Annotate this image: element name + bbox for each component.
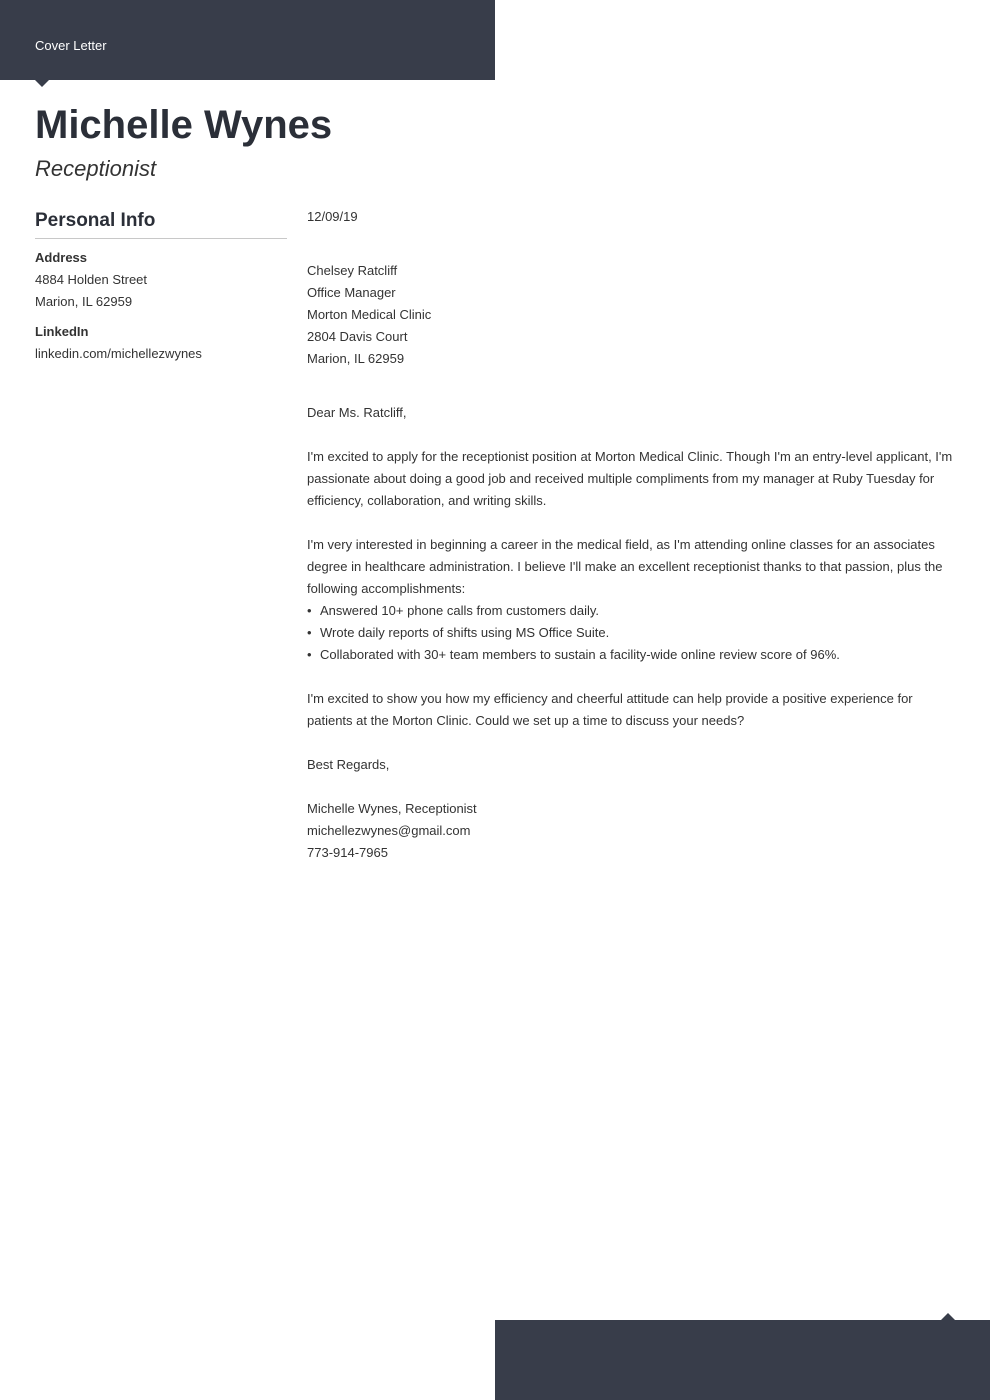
list-item xyxy=(307,622,957,644)
paragraph-3: I'm excited to show you how my efficiency and cheerful attitude can help provide a positive experience for patients at the Morton Clinic. Could we set up a time to discuss your needs? xyxy=(307,691,913,728)
recipient-street: 2804 Davis Court xyxy=(307,329,408,344)
applicant-name: Michelle Wynes xyxy=(35,103,333,147)
letter-date: 12/09/19 xyxy=(307,209,358,224)
bullet-icon: • xyxy=(307,603,312,618)
bottom-banner xyxy=(495,1320,990,1400)
list-item-text: Wrote daily reports of shifts using MS Office Suite. xyxy=(320,625,610,640)
recipient-company: Morton Medical Clinic xyxy=(307,307,432,322)
paragraph-1: I'm excited to apply for the receptionist position at Morton Medical Clinic. Though I'm an entry-level applicant, I'm passionate about doing a good job and received multiple compliments from my manager at Ruby Tuesday for efficiency, collaboration, and writing skills. xyxy=(307,449,953,508)
document-type-label: Cover Letter xyxy=(35,38,107,53)
list-item xyxy=(307,600,957,622)
signature-phone: 773-914-7965 xyxy=(307,845,388,860)
signature-block xyxy=(307,798,957,864)
signature-email: michellezwynes@gmail.com xyxy=(307,823,471,838)
signature-name: Michelle Wynes, Receptionist xyxy=(307,801,477,816)
linkedin-value: linkedin.com/michellezwynes xyxy=(35,346,202,361)
bullet-icon: • xyxy=(307,647,312,662)
linkedin-group xyxy=(35,321,287,365)
paragraph-2-block xyxy=(307,534,957,666)
list-item-text: Answered 10+ phone calls from customers daily. xyxy=(320,603,600,618)
top-banner-notch xyxy=(35,80,49,87)
linkedin-label: LinkedIn xyxy=(35,324,89,339)
list-item xyxy=(307,644,957,666)
address-group xyxy=(35,247,287,313)
applicant-role: Receptionist xyxy=(35,156,157,181)
address-line-1: 4884 Holden Street xyxy=(35,272,148,287)
address-label: Address xyxy=(35,250,88,265)
personal-info-heading: Personal Info xyxy=(35,208,287,239)
letter-body xyxy=(307,206,957,864)
recipient-block xyxy=(307,260,957,370)
bullet-icon: • xyxy=(307,625,312,640)
top-banner xyxy=(0,0,495,80)
recipient-city: Marion, IL 62959 xyxy=(307,351,405,366)
address-line-2: Marion, IL 62959 xyxy=(35,294,133,309)
salutation: Dear Ms. Ratcliff, xyxy=(307,405,407,420)
accomplishments-list xyxy=(307,600,957,666)
personal-info-sidebar xyxy=(35,208,287,365)
closing: Best Regards, xyxy=(307,757,390,772)
paragraph-2: I'm very interested in beginning a career in the medical field, as I'm attending online classes for an associates degree in healthcare administration. I believe I'll make an excellent receptionist thanks to that passion, plus the following accomplishments: xyxy=(307,537,943,596)
bottom-banner-notch xyxy=(941,1313,955,1320)
recipient-name: Chelsey Ratcliff xyxy=(307,263,398,278)
list-item-text: Collaborated with 30+ team members to sustain a facility-wide online review score of 96%. xyxy=(320,647,840,662)
recipient-title: Office Manager xyxy=(307,285,396,300)
